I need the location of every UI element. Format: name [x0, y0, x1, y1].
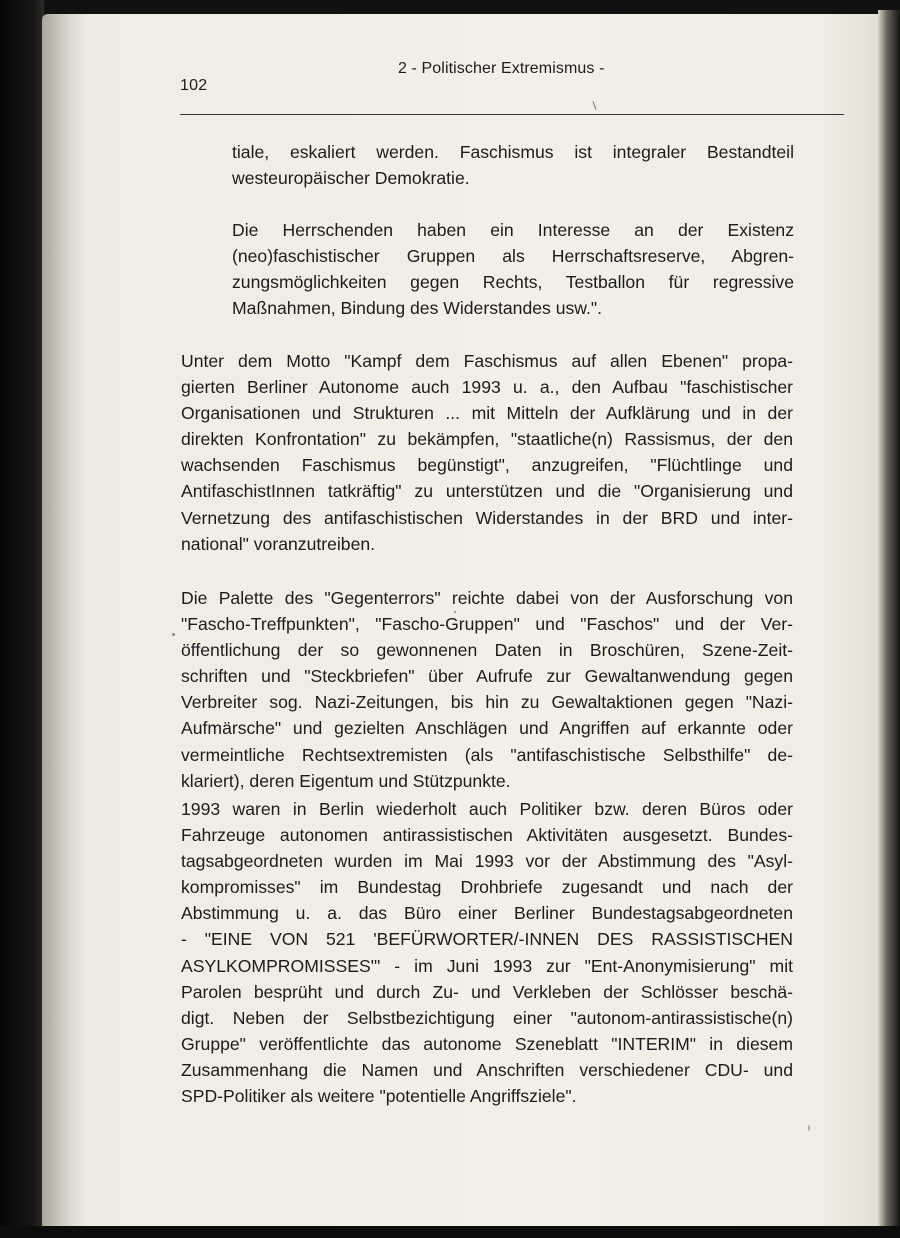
text-line: Maßnahmen, Bindung des Widerstandes usw.".	[232, 298, 603, 319]
paper-speck	[808, 1125, 810, 1131]
text-line: Abstimmung u. a. das Büro einer Berliner Bundestagsabgeordneten	[181, 903, 793, 924]
text-line: national" voranzutreiben.	[181, 533, 376, 554]
paragraph-autonome-motto	[181, 348, 793, 557]
text-line: Verbreiter sog. Nazi-Zeitungen, bis hin zu Gewaltaktionen gegen "Nazi-	[181, 692, 793, 713]
text-line: ASYLKOMPROMISSES'" - im Juni 1993 zur "Ent-Anonymisierung" mit	[181, 955, 793, 976]
text-line: Aufmärsche" und gezielten Anschlägen und Angriffen auf erkannte oder	[181, 718, 793, 739]
text-line: westeuropäischer Demokratie.	[232, 168, 470, 189]
text-line: - "EINE VON 521 'BEFÜRWORTER/-INNEN DES RASSISTISCHEN	[181, 929, 793, 950]
text-line: AntifaschistInnen tatkräftig" zu unterstützen und die "Organisierung und	[181, 481, 793, 502]
text-line: (neo)faschistischer Gruppen als Herrschaftsreserve, Abgren-	[232, 246, 794, 267]
text-line: digt. Neben der Selbstbezichtigung einer "autonom-antirassistische(n)	[181, 1007, 793, 1028]
text-line: wachsenden Faschismus begünstigt", anzugreifen, "Flüchtlinge und	[181, 455, 793, 476]
text-line: Unter dem Motto "Kampf dem Faschismus auf allen Ebenen" propa-	[181, 351, 793, 371]
text-line: Parolen besprüht und durch Zu- und Verkleben der Schlösser beschä-	[181, 981, 793, 1002]
text-line: klariert), deren Eigentum und Stützpunkte.	[181, 770, 511, 791]
running-header	[0, 0, 900, 120]
text-line: Fahrzeuge autonomen antirassistischen Aktivitäten ausgesetzt. Bundes-	[181, 825, 793, 846]
text-line: Gruppe" veröffentlichte das autonome Szeneblatt "INTERIM" in diesem	[181, 1033, 793, 1054]
text-line: SPD-Politiker als weitere "potentielle Angriffsziele".	[181, 1086, 577, 1107]
page-stack-edge	[878, 10, 900, 1238]
scan-mark	[592, 101, 596, 110]
text-line: öffentlichung der so gewonnenen Daten in Broschüren, Szene-Zeit-	[181, 640, 793, 661]
text-line: schriften und "Steckbriefen" über Aufrufe zur Gewaltanwendung gegen	[181, 666, 793, 687]
book-spine-edge	[0, 0, 44, 1238]
text-line: gierten Berliner Autonome auch 1993 u. a., den Aufbau "faschistischer	[181, 377, 793, 398]
quote-block	[232, 139, 794, 322]
paragraph-gap	[232, 191, 794, 217]
text-line: Organisationen und Strukturen ... mit Mitteln der Aufklärung und in der	[181, 403, 793, 424]
paragraph-politiker	[181, 796, 793, 1109]
page-number: 102	[180, 77, 208, 94]
paper-speck	[172, 633, 175, 636]
text-line: Vernetzung des antifaschistischen Widerstandes in der BRD und inter-	[181, 507, 793, 528]
paper-speck	[454, 611, 456, 613]
text-line: tagsabgeordneten wurden im Mai 1993 vor der Abstimmung des "Asyl-	[181, 851, 793, 872]
header-rule	[180, 114, 844, 115]
text-line: direkten Konfrontation" zu bekämpfen, "staatliche(n) Rassismus, der den	[181, 429, 793, 450]
chapter-title: 2 - Politischer Extremismus -	[398, 60, 605, 77]
text-line: 1993 waren in Berlin wiederholt auch Politiker bzw. deren Büros oder	[181, 799, 793, 819]
text-line: zungsmöglichkeiten gegen Rechts, Testballon für regressive	[232, 272, 794, 293]
text-line: vermeintliche Rechtsextremisten (als "antifaschistische Selbsthilfe" de-	[181, 744, 793, 765]
text-line: kompromisses" im Bundestag Drohbriefe zugesandt und nach der	[181, 877, 793, 898]
text-line: tiale, eskaliert werden. Faschismus ist integraler Bestandteil	[232, 142, 794, 162]
text-line: Die Palette des "Gegenterrors" reichte dabei von der Ausforschung von	[181, 588, 793, 608]
text-line: Die Herrschenden haben ein Interesse an der Existenz	[232, 220, 794, 241]
text-line: Zusammenhang die Namen und Anschriften verschiedener CDU- und	[181, 1059, 793, 1080]
text-line: "Fascho-Treffpunkten", "Fascho-Gruppen" und "Faschos" und der Ver-	[181, 614, 793, 635]
scan-border-bottom	[0, 1226, 900, 1238]
paragraph-gegenterror	[181, 585, 793, 794]
